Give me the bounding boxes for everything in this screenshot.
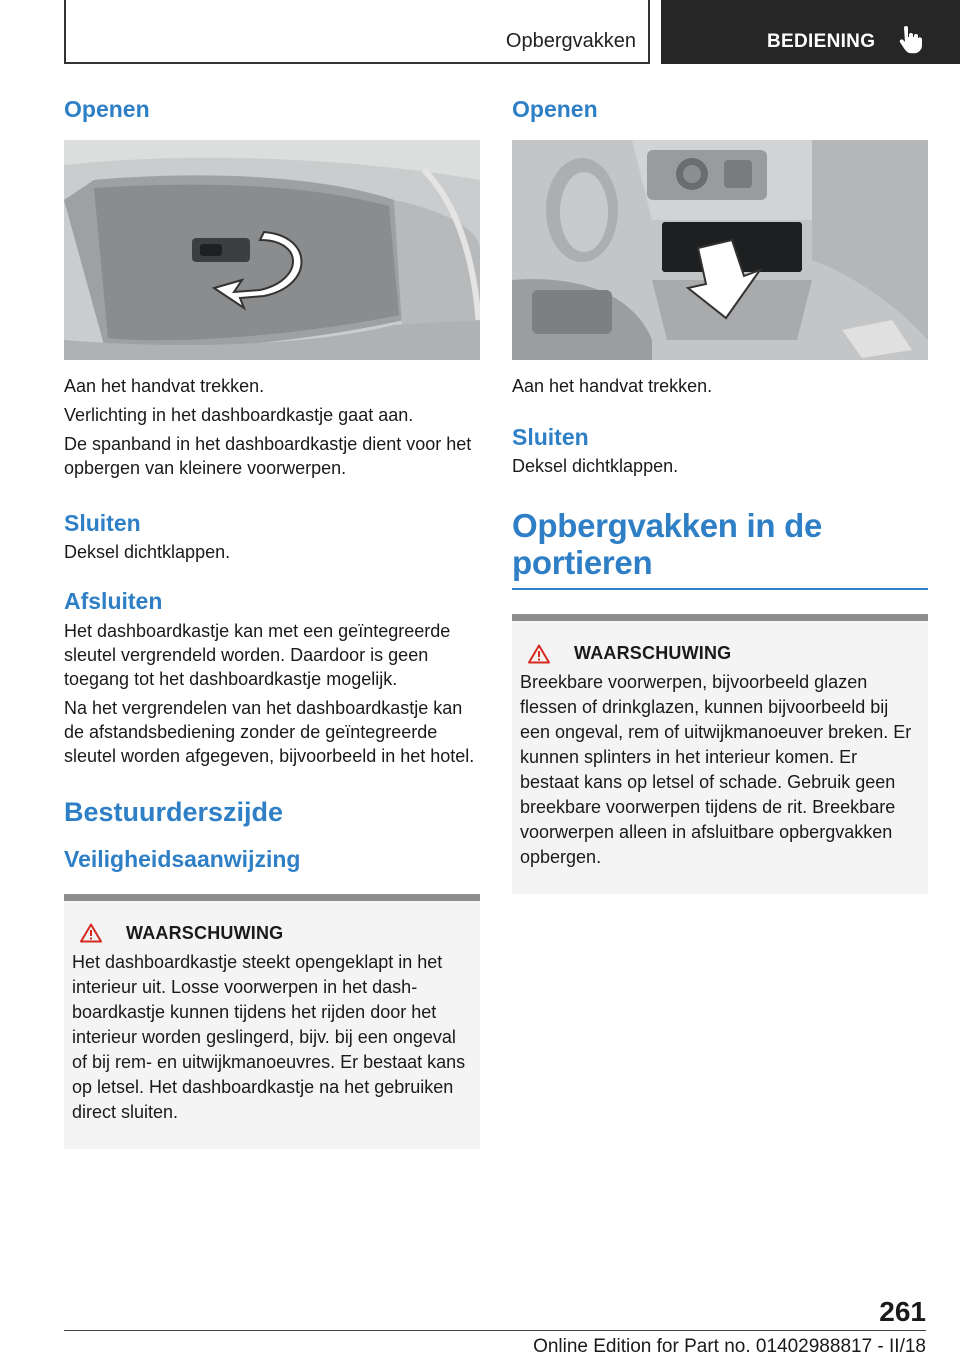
- header-left-rule: [64, 0, 66, 64]
- heading-rule: [512, 588, 928, 590]
- heading-openen: Openen: [512, 96, 598, 122]
- heading-openen: Openen: [64, 96, 150, 122]
- warning-box: [64, 894, 480, 1149]
- heading-sluiten: Sluiten: [64, 509, 141, 536]
- left-column: [64, 96, 480, 1149]
- paragraph: Verlichting in het dashboardkastje gaat aan.: [64, 404, 414, 425]
- pointing-hand-icon: [898, 26, 922, 54]
- glovebox-handle-illustration: [64, 140, 480, 360]
- heading-afsluiten: Afsluiten: [64, 588, 163, 615]
- warning-box: [512, 614, 928, 894]
- heading-sluiten: Sluiten: [512, 423, 589, 450]
- warning-title-text: WAARSCHUWING: [126, 922, 284, 943]
- header-divider: [648, 0, 650, 64]
- paragraph: Het dashboardkastje kan met een geïntegreerde sleutel vergrendeld worden. Daardoor is geen toegang tot het dashboardkastje mogelijk.: [64, 620, 451, 689]
- footer-rule: [64, 1330, 926, 1331]
- warning-title: [528, 643, 920, 664]
- paragraph: Deksel dichtklappen.: [64, 542, 231, 563]
- edition-note: Online Edition for Part no. 01402988817 - II/18: [533, 1336, 926, 1357]
- paragraph: Na het vergrendelen van het dashboardkastje kan de afstandsbediening zonder de geïntegreerde sleutel worden afgegeven, bijvoorbeeld in het hotel.: [64, 697, 475, 766]
- warning-title-text: WAARSCHUWING: [574, 643, 732, 664]
- chapter-tab: [661, 0, 960, 64]
- heading-opbergvakken-portieren: Opbergvakken in de portieren: [512, 507, 823, 582]
- driver-compartment-handle-illustration: [512, 140, 928, 360]
- warning-text: Breekbare voorwerpen, bijvoorbeeld glazen flessen of drinkglazen, kunnen bijvoorbeeld bij een ongeval, rem of uitwijkmanoeuver breken. Er kunnen splinters in het interieur komen. Er bestaat kans op letsel of schade. Gebruik geen breekbare voorwerpen tijdens de rit. Breekbare voorwerpen alleen in afsluitbare opbergvakken opbergen.: [520, 672, 912, 868]
- paragraph: Deksel dichtklappen.: [512, 456, 679, 477]
- warning-title: [80, 923, 472, 944]
- warning-triangle-icon: [528, 644, 550, 664]
- section-title: Opbergvakken: [505, 30, 636, 52]
- chapter-label: BEDIENING: [767, 31, 876, 52]
- header-bottom-rule: [64, 62, 650, 64]
- paragraph: Aan het handvat trekken.: [64, 375, 265, 396]
- heading-veiligheidsaanwijzing: Veiligheidsaanwijzing: [64, 846, 301, 873]
- warning-text: Het dashboardkastje steekt opengeklapt in het interieur uit. Losse voorwerpen in het dashboardkastje kunnen tijdens het rijden door het interieur worden geslingerd, bijv. bij een ongeval of bij rem- en uitwijkmanoeuvres. Er bestaat kans op letsel. Het dashboardkastje na het gebruiken direct sluiten.: [72, 951, 466, 1122]
- paragraph: Aan het handvat trekken.: [512, 375, 713, 396]
- heading-bestuurderszijde: Bestuurderszijde: [64, 796, 284, 827]
- right-column: [512, 96, 928, 894]
- paragraph: De spanband in het dashboardkastje dient voor het opbergen van kleinere voorwerpen.: [64, 433, 472, 478]
- warning-triangle-icon: [80, 923, 102, 943]
- page-number: 261: [879, 1296, 926, 1327]
